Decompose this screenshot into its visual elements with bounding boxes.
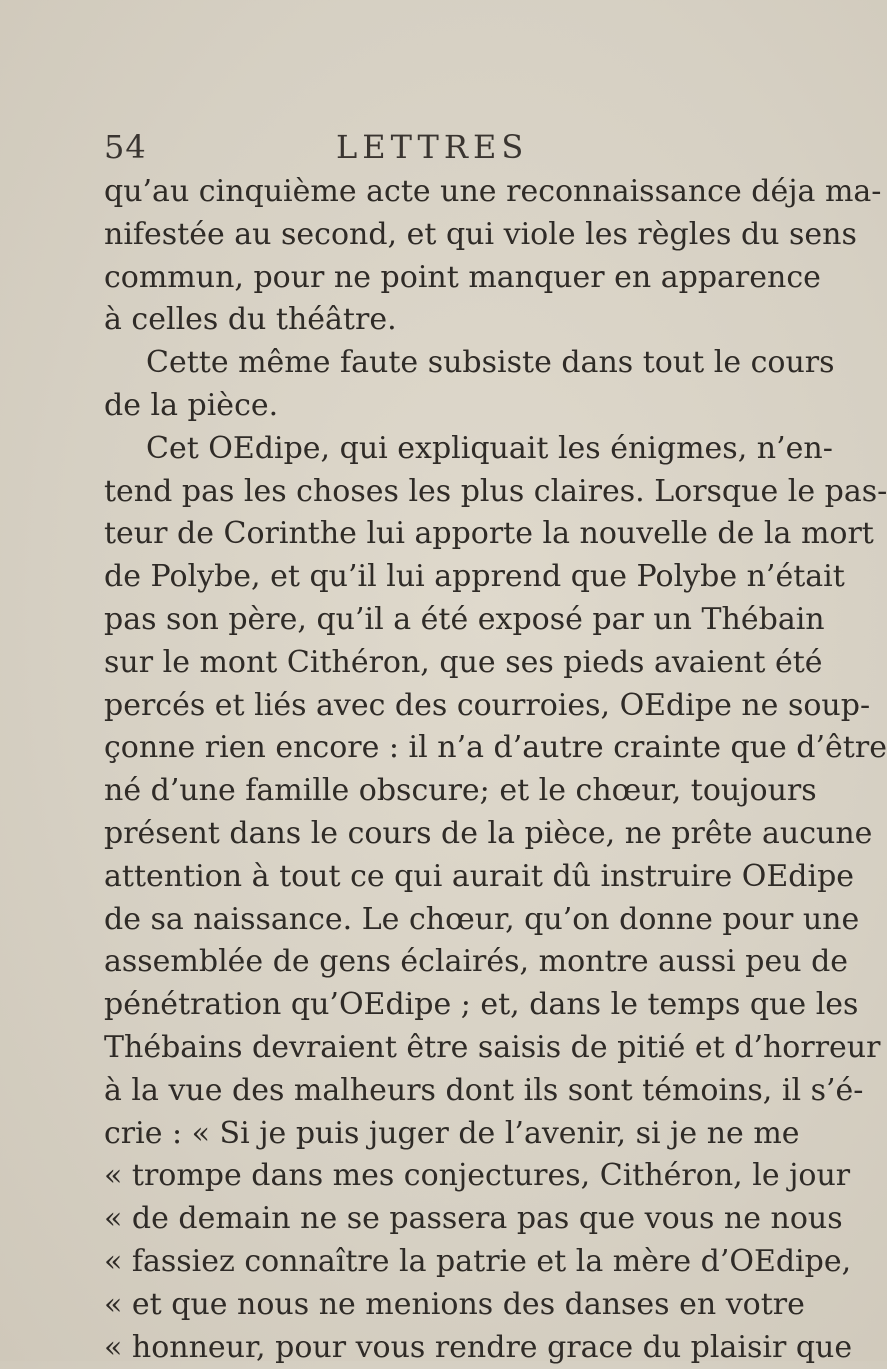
text-line: présent dans le cours de la pièce, ne prête aucune <box>104 815 873 851</box>
text-line: qu’au cinquième acte une reconnaissance déja ma- <box>104 174 882 209</box>
text-line: né d’une famille obscure; et le chœur, toujours <box>104 773 817 809</box>
text-line: à la vue des malheurs dont ils sont témoins, il s’é- <box>104 1072 864 1108</box>
text-line: percés et liés avec des courroies, OEdipe ne soup- <box>104 687 871 723</box>
text-line: nifestée au second, et qui viole les règles du sens <box>104 216 857 252</box>
running-head <box>104 128 704 168</box>
text-line: à celles du théâtre. <box>104 302 397 338</box>
page-number: 54 <box>104 128 147 166</box>
running-title: LETTRES <box>336 128 529 166</box>
text-line: attention à tout ce qui aurait dû instruire OEdipe <box>104 858 855 894</box>
text-line: « trompe dans mes conjectures, Cithéron, le jour <box>104 1158 851 1194</box>
text-line: de Polybe, et qu’il lui apprend que Polybe n’était <box>104 559 845 595</box>
text-line: teur de Corinthe lui apporte la nouvelle de la mort <box>104 516 874 552</box>
text-line: crie : « Si je puis juger de l’avenir, si je ne me <box>104 1115 800 1151</box>
text-line: commun, pour ne point manquer en apparence <box>104 259 821 295</box>
text-line: assemblée de gens éclairés, montre aussi peu de <box>104 944 849 980</box>
body-text <box>104 171 887 1369</box>
text-line: tend pas les choses les plus claires. Lorsque le pas- <box>104 473 887 509</box>
text-line: de la pièce. <box>104 387 279 423</box>
text-line: çonne rien encore : il n’a d’autre crainte que d’être <box>104 730 887 766</box>
text-line: « et que nous ne menions des danses en votre <box>104 1286 805 1322</box>
text-line: Thébains devraient être saisis de pitié et d’horreur <box>104 1029 881 1065</box>
text-line: pénétration qu’OEdipe ; et, dans le temps que les <box>104 987 859 1023</box>
text-line: Cette même faute subsiste dans tout le cours <box>146 345 835 381</box>
text-line: sur le mont Cithéron, que ses pieds avaient été <box>104 644 823 680</box>
text-line: de sa naissance. Le chœur, qu’on donne pour une <box>104 901 860 937</box>
text-line: Cet OEdipe, qui expliquait les énigmes, n’en- <box>146 430 833 466</box>
text-line: « fassiez connaître la patrie et la mère d’OEdipe, <box>104 1243 852 1279</box>
text-line: pas son père, qu’il a été exposé par un Thébain <box>104 601 825 637</box>
text-line: « de demain ne se passera pas que vous ne nous <box>104 1201 843 1237</box>
text-line: « honneur, pour vous rendre grace du plaisir que <box>104 1329 853 1365</box>
